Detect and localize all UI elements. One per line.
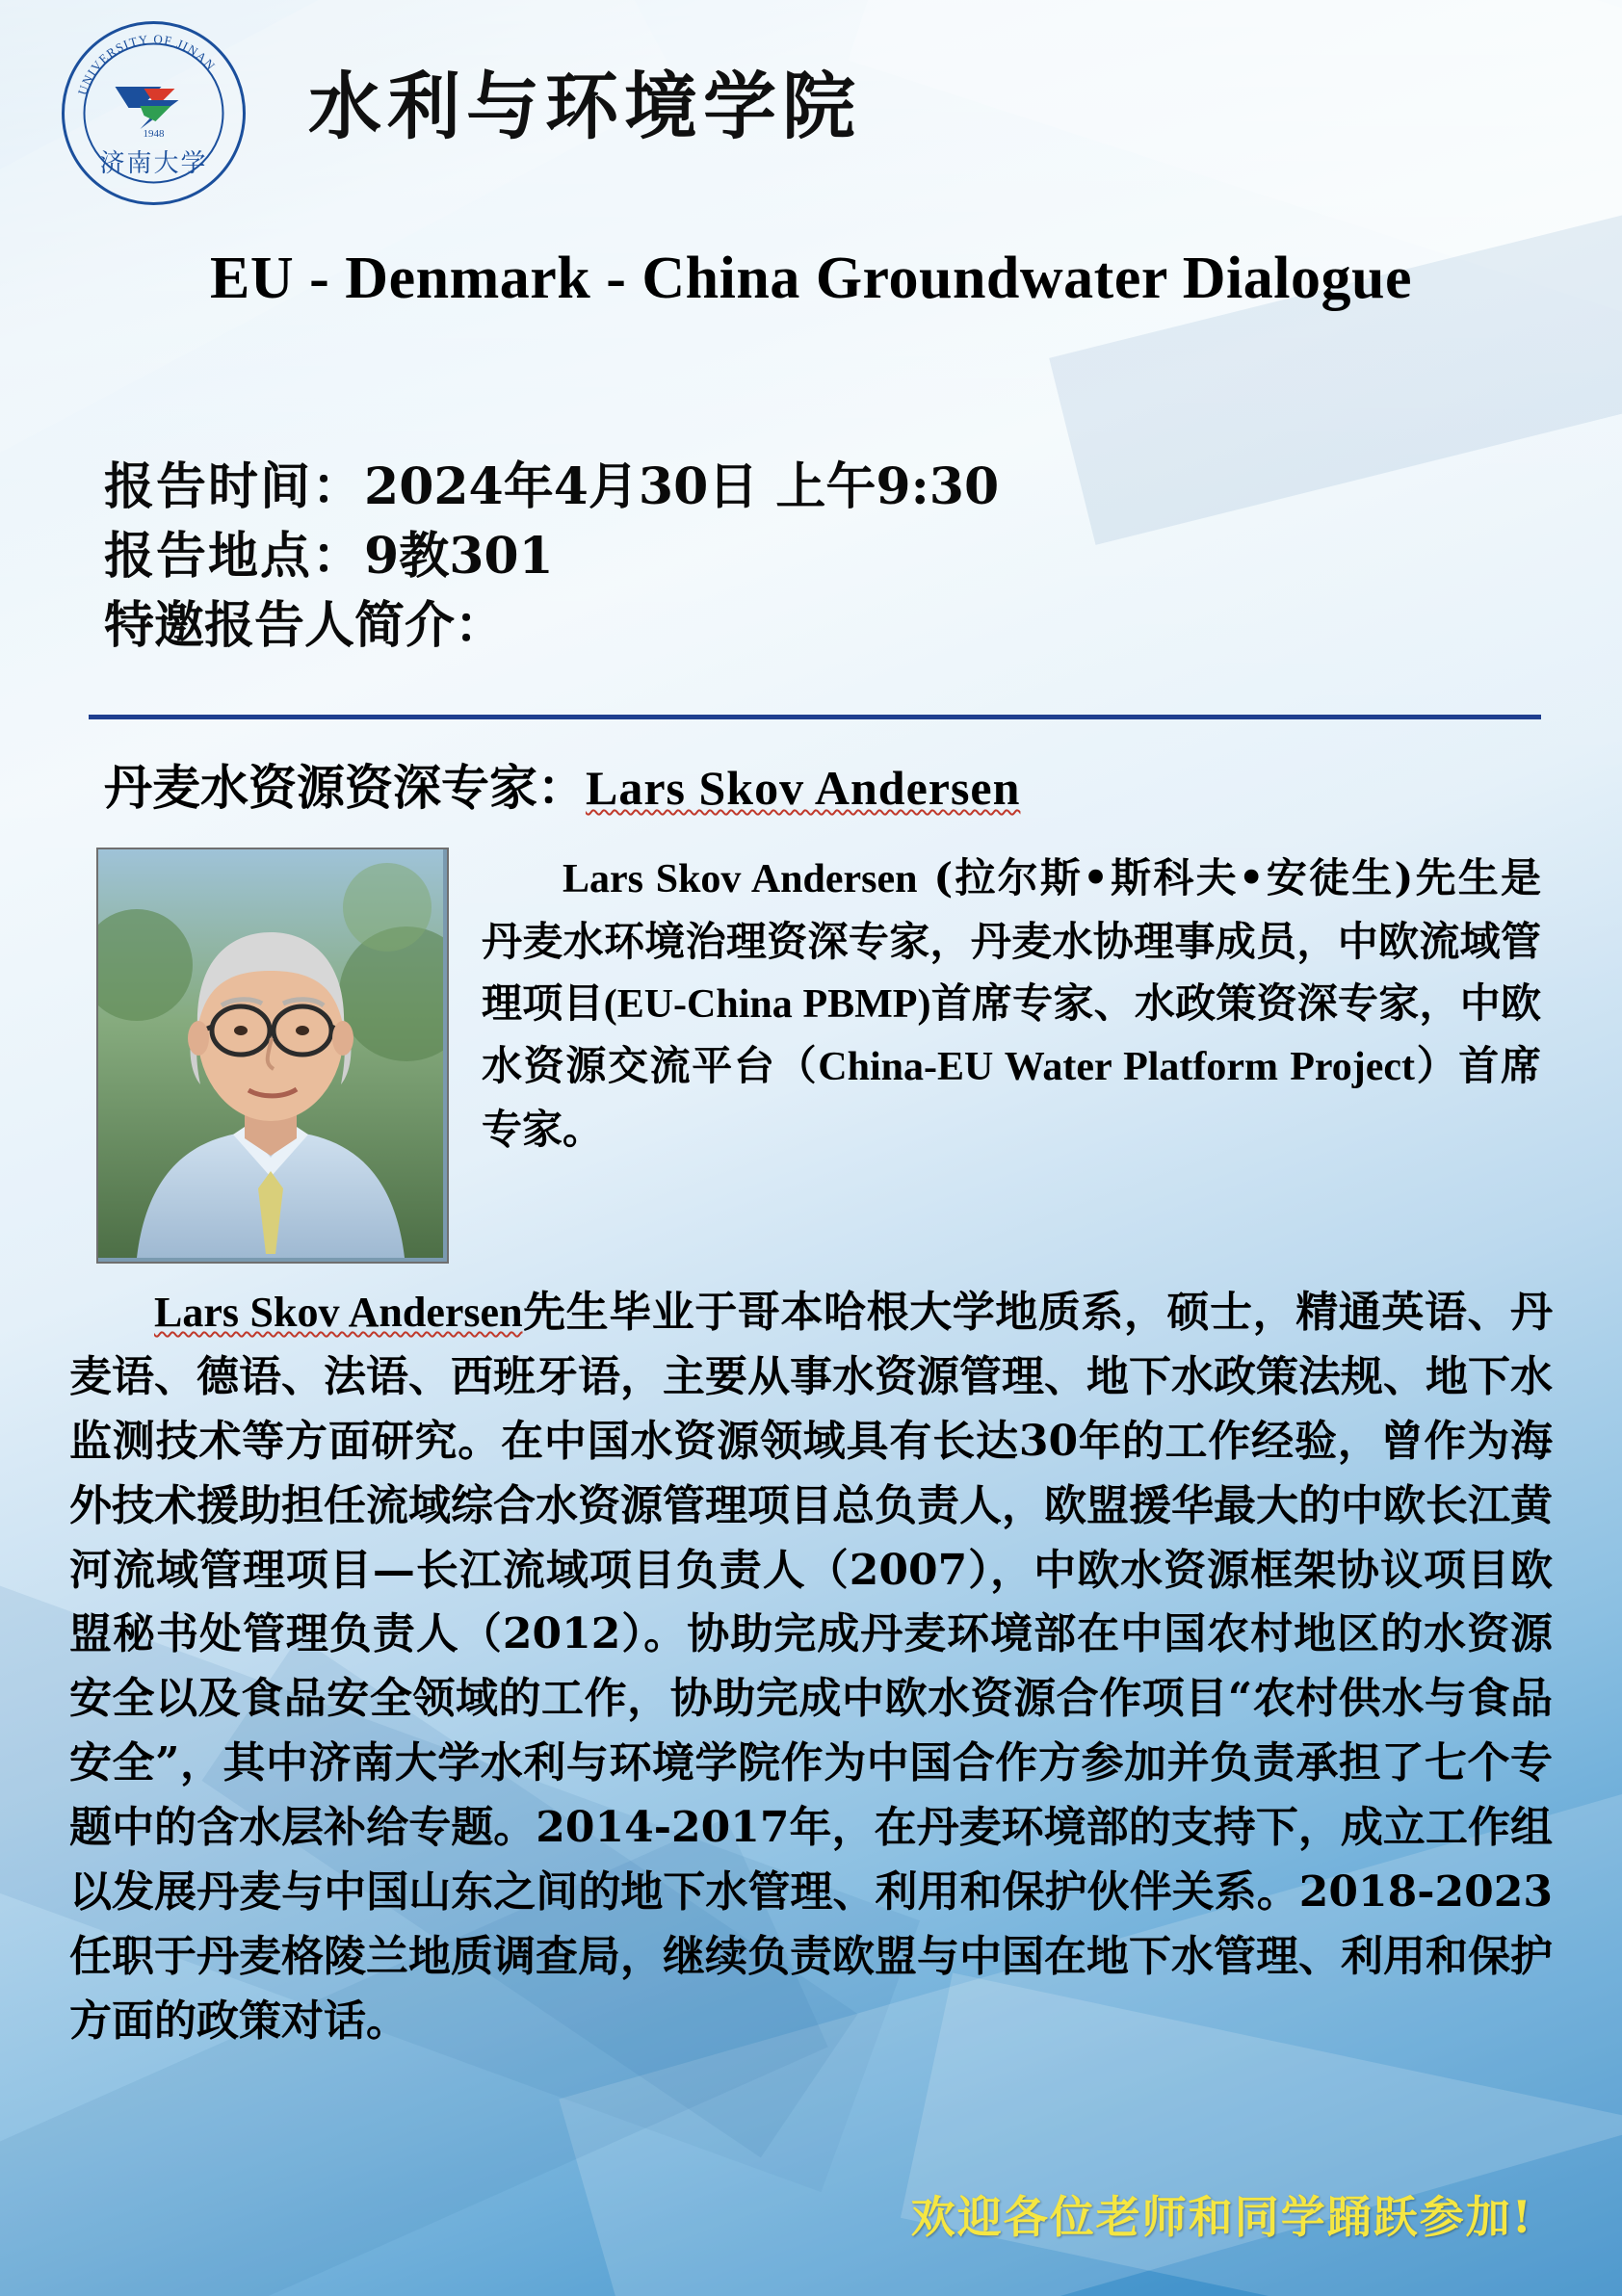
bio-intro-part5: China-EU Water Platform Project [818, 1045, 1415, 1090]
bio-intro-name: Lars Skov Andersen [562, 857, 918, 901]
poster-header [0, 0, 1622, 212]
speaker-portrait [96, 848, 449, 1264]
speaker-bio-intro [482, 848, 1541, 1161]
section-divider [89, 715, 1541, 719]
speaker-name: Lars Skov Andersen [586, 761, 1021, 815]
event-place-value: 9教301 [364, 526, 554, 586]
event-time-value: 2024年4月30日 上午9:30 [364, 457, 1000, 516]
speaker-bio-body [69, 1281, 1553, 2054]
event-info-block [104, 453, 1530, 660]
event-time-line [104, 453, 1530, 522]
university-seal-icon [60, 19, 248, 207]
bio-body-name: Lars Skov Andersen [154, 1289, 523, 1336]
event-time-label: 报告时间： [104, 457, 365, 516]
bio-intro-part4: 首席专家、水政策资深专家，中欧水资源交流平台（ [482, 978, 1541, 1090]
speaker-headline [104, 749, 1020, 819]
bio-body-text: 先生毕业于哥本哈根大学地质系，硕士，精通英语、丹麦语、德语、法语、西班牙语，主要从事水资源管理、地下水政策法规、地下水监测技术等方面研究。在中国水资源领域具有长达30年的工作经验，曾作为海外技术援助担任流域综合水资源管理项目总负责人，欧盟援华最大的中欧长江黄河流域管理项目—长江流域项目负责人（2007），中欧水资源框架协议项目欧盟秘书处管理负责人（2012）。协助完成丹麦环境部在中国农村地区的水资源安全以及食品安全领域的工作，协助完成中欧水资源合作项目“农村供水与食品安全”，其中济南大学水利与环境学院作为中国合作方参加并负责承担了七个专题中的含水层补给专题。2014-2017年，在丹麦环境部的支持下，成立工作组以发展丹麦与中国山东之间的地下水管理、利用和保护伙伴关系。2018-2023 任职于丹麦格陵兰地质调查局，继续负责欧盟与中国在地下水管理、利用和保护方面的政策对话。 [69, 1288, 1554, 2046]
svg-text:UNIVERSITY OF JINAN: UNIVERSITY OF JINAN [74, 31, 220, 97]
bio-intro-part3: (EU-China PBMP) [603, 981, 931, 1027]
college-title: 水利与环境学院 [308, 64, 861, 149]
event-place-label: 报告地点： [104, 526, 365, 586]
bio-intro-part2: (拉尔斯•斯科夫•安徒生)先生是丹麦水环境治理资深专家，丹麦水协理事成员，中欧流域管理项目 [482, 854, 1542, 1027]
welcome-note: 欢迎各位老师和同学踊跃参加! [910, 2191, 1533, 2243]
svg-text:济南大学: 济南大学 [99, 149, 208, 178]
page-title: EU - Denmark - China Groundwater Dialogue [210, 246, 1412, 311]
event-place-line [104, 522, 1530, 591]
svg-text:1948: 1948 [143, 128, 165, 140]
speaker-intro-label: 特邀报告人简介： [104, 595, 506, 655]
bio-intro-part6: ）首席专家。 [482, 1042, 1541, 1154]
speaker-role-label: 丹麦水资源资深专家： [104, 759, 586, 816]
